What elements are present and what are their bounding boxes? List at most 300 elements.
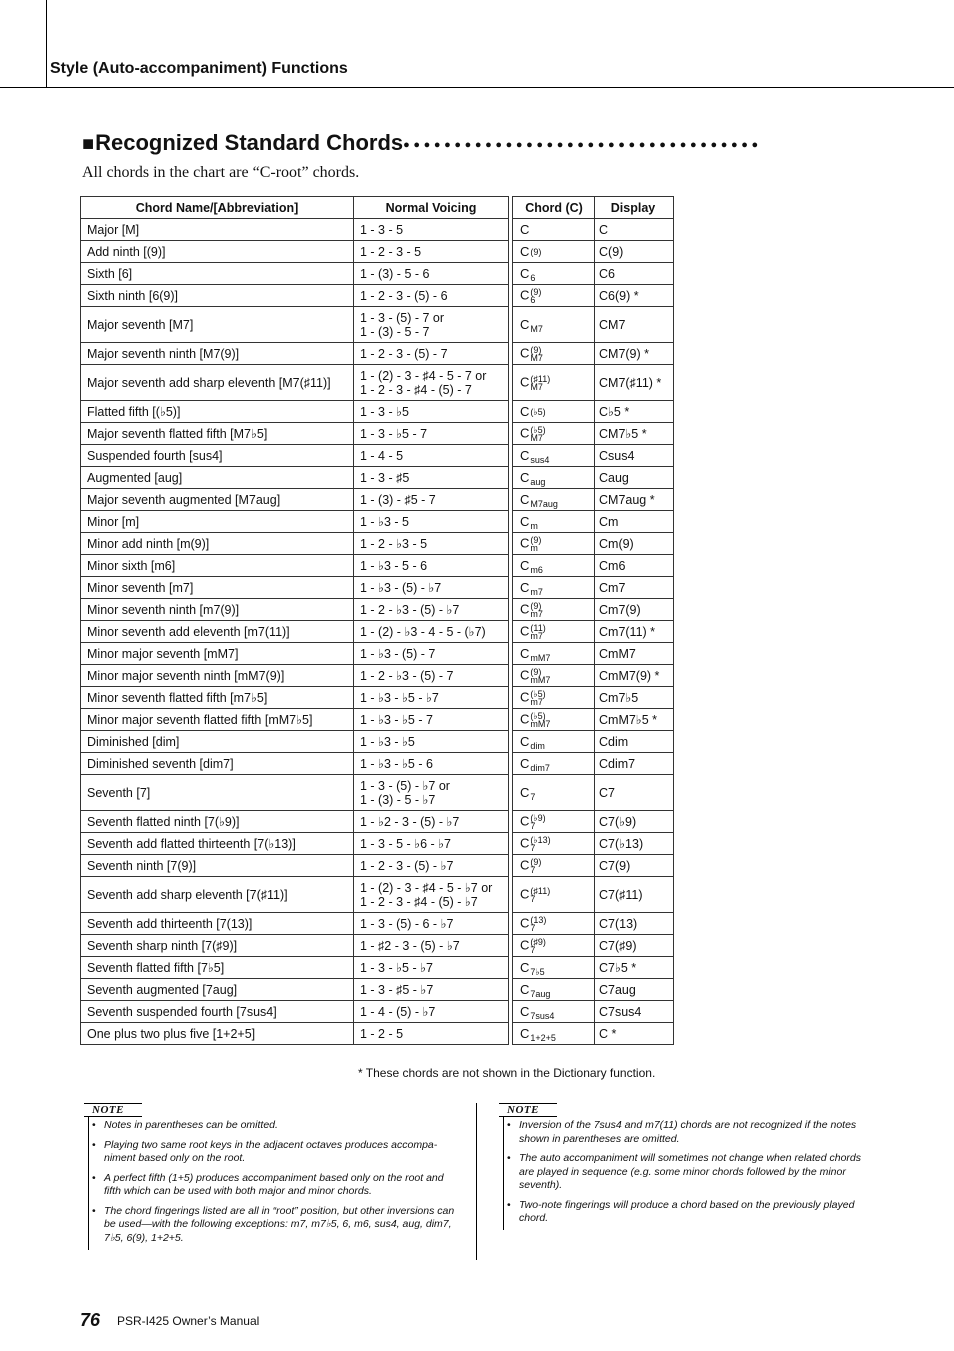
- chord-root: C: [520, 243, 530, 259]
- chord-root: C: [520, 755, 530, 771]
- display-cell: Cm7: [595, 577, 674, 599]
- chord-symbol-cell: [513, 753, 595, 775]
- chord-root: C: [520, 1003, 530, 1019]
- table-row: [81, 555, 509, 577]
- chord-subscript: 7: [530, 820, 536, 831]
- chord-subscript: m7: [530, 630, 543, 641]
- chord-symbol-cell: [513, 533, 595, 555]
- voicing-cell: 1 - 4 - (5) - ♭7: [354, 1001, 509, 1023]
- table-row: [513, 241, 674, 263]
- table-row: [513, 1001, 674, 1023]
- table-row: [81, 511, 509, 533]
- chord-name-cell: Seventh suspended fourth [7sus4]: [81, 1001, 354, 1023]
- chord-name-cell: Major seventh ninth [M7(9)]: [81, 343, 354, 365]
- chord-subscript: 7: [530, 893, 536, 904]
- chord-name-cell: Minor major seventh ninth [mM7(9)]: [81, 665, 354, 687]
- table-row: [81, 533, 509, 555]
- chord-name-cell: Minor major seventh flatted fifth [mM7♭5]: [81, 709, 354, 731]
- display-cell: CM7(♯11) *: [595, 365, 674, 401]
- voicing-cell: 1 - 3 - ♯5: [354, 467, 509, 489]
- display-cell: Cm7♭5: [595, 687, 674, 709]
- chord-symbol-cell: [513, 285, 595, 307]
- chord-subscript: 7aug: [530, 989, 551, 1000]
- voicing-cell: 1 - ♭2 - 3 - (5) - ♭7: [354, 811, 509, 833]
- chord-subscript: dim7: [530, 763, 550, 774]
- display-cell: CmM7♭5 *: [595, 709, 674, 731]
- voicing-cell: 1 - 3 - 5 - ♭6 - ♭7: [354, 833, 509, 855]
- table-row: [513, 687, 674, 709]
- voicing-cell: 1 - 3 - (5) - ♭7 or 1 - (3) - 5 - ♭7: [354, 775, 509, 811]
- voicing-cell: 1 - 2 - ♭3 - (5) - 7: [354, 665, 509, 687]
- title-text: Recognized Standard Chords: [95, 130, 404, 155]
- chord-symbol-cell: [513, 935, 595, 957]
- column-header-normal-voicing: Normal Voicing: [354, 197, 509, 219]
- table-row: [81, 957, 509, 979]
- chord-name-cell: Major seventh [M7]: [81, 307, 354, 343]
- chord-subscript: mM7: [530, 674, 551, 685]
- chord-root: C: [520, 373, 530, 389]
- chord-symbol-cell: [513, 401, 595, 423]
- title-square-icon: ■: [82, 133, 95, 155]
- display-cell: Cm7(11) *: [595, 621, 674, 643]
- chord-root: C: [520, 286, 530, 302]
- chord-root: C: [520, 600, 530, 616]
- chord-symbol-cell: [513, 241, 595, 263]
- table-row: [81, 913, 509, 935]
- chord-name-cell: Diminished seventh [dim7]: [81, 753, 354, 775]
- header-horizontal-rule: [0, 87, 954, 88]
- chord-symbol-cell: [513, 811, 595, 833]
- chord-subscript: mM7: [530, 718, 551, 729]
- chord-name-cell: Sixth [6]: [81, 263, 354, 285]
- chord-root: C: [520, 1025, 530, 1041]
- column-header-display: Display: [595, 197, 674, 219]
- note-item: • Playing two same root keys in the adjacent octaves produces accompa-niment based only on the root.: [90, 1139, 460, 1166]
- table-row: [81, 401, 509, 423]
- note-item: • Two-note fingerings will produce a chord based on the previously played chord.: [505, 1199, 873, 1226]
- display-cell: C7♭5 *: [595, 957, 674, 979]
- table-row: [513, 811, 674, 833]
- table-row: [513, 753, 674, 775]
- chord-root: C: [520, 666, 530, 682]
- display-cell: CM7aug *: [595, 489, 674, 511]
- table-row: [81, 687, 509, 709]
- note-item: • A perfect fifth (1+5) produces accompaniment based only on the root and fifth which can be used with both major and minor chords.: [90, 1172, 460, 1199]
- voicing-cell: 1 - 4 - 5: [354, 445, 509, 467]
- chord-root: C: [520, 733, 530, 749]
- chord-name-cell: Major [M]: [81, 219, 354, 241]
- chord-name-cell: Seventh add thirteenth [7(13)]: [81, 913, 354, 935]
- table-row: [513, 621, 674, 643]
- chord-name-cell: Seventh add flatted thirteenth [7(♭13)]: [81, 833, 354, 855]
- chord-superscript: (♭5): [530, 710, 546, 721]
- table-row: [513, 219, 674, 241]
- chord-name-cell: Seventh add sharp eleventh [7(♯11)]: [81, 877, 354, 913]
- table-row: [81, 665, 509, 687]
- voicing-cell: 1 - (3) - ♯5 - 7: [354, 489, 509, 511]
- voicing-cell: 1 - 3 - ♭5: [354, 401, 509, 423]
- table-row: [513, 877, 674, 913]
- note-right-list: [505, 1119, 873, 1226]
- table-row: [513, 263, 674, 285]
- chord-subscript: aug: [530, 477, 546, 488]
- manual-title: PSR-I425 Owner’s Manual: [117, 1314, 260, 1328]
- chord-root: C: [520, 221, 530, 237]
- page-title: [82, 130, 762, 156]
- display-cell: Cdim: [595, 731, 674, 753]
- chord-symbol-cell: [513, 1023, 595, 1045]
- chord-superscript: (9): [530, 600, 542, 611]
- chord-name-cell: Major seventh augmented [M7aug]: [81, 489, 354, 511]
- table-row: [513, 423, 674, 445]
- table-row: [81, 343, 509, 365]
- chord-root: C: [520, 784, 530, 800]
- table-row: [513, 665, 674, 687]
- chord-subscript: 1+2+5: [530, 1033, 556, 1044]
- display-cell: C♭5 *: [595, 401, 674, 423]
- chord-name-cell: Add ninth [(9)]: [81, 241, 354, 263]
- chord-symbol-cell: [513, 445, 595, 467]
- table-row: [81, 219, 509, 241]
- display-cell: C7(♯11): [595, 877, 674, 913]
- chord-symbol-cell: [513, 877, 595, 913]
- chord-symbol-cell: [513, 343, 595, 365]
- table-row: [81, 365, 509, 401]
- page-number: 76: [80, 1310, 101, 1330]
- chord-name-cell: Flatted fifth [(♭5)]: [81, 401, 354, 423]
- chord-subscript: 7: [530, 864, 536, 875]
- display-cell: C6(9) *: [595, 285, 674, 307]
- chord-name-cell: Minor seventh flatted fifth [m7♭5]: [81, 687, 354, 709]
- table-row: [81, 467, 509, 489]
- voicing-cell: 1 - ♭3 - ♭5: [354, 731, 509, 753]
- chord-symbol-cell: [513, 263, 595, 285]
- display-cell: C: [595, 219, 674, 241]
- table-row: [513, 555, 674, 577]
- chord-superscript: (13): [530, 914, 547, 925]
- table-row: [513, 913, 674, 935]
- header-vertical-rule: [46, 0, 47, 87]
- chord-root: C: [520, 403, 530, 419]
- display-cell: Cdim7: [595, 753, 674, 775]
- table-row: [513, 935, 674, 957]
- chord-subscript: mM7: [530, 653, 551, 664]
- chord-root: C: [520, 557, 530, 573]
- voicing-cell: 1 - 2 - 3 - (5) - 6: [354, 285, 509, 307]
- chord-subscript: M7: [530, 381, 543, 392]
- table-row: [513, 285, 674, 307]
- voicing-cell: 1 - 2 - ♭3 - (5) - ♭7: [354, 599, 509, 621]
- voicing-cell: 1 - 3 - (5) - 6 - ♭7: [354, 913, 509, 935]
- voicing-cell: 1 - 2 - 3 - (5) - 7: [354, 343, 509, 365]
- chord-root: C: [520, 834, 530, 850]
- table-row: [513, 643, 674, 665]
- chord-subscript: m7: [530, 587, 543, 598]
- chord-root: C: [520, 981, 530, 997]
- table-row: [513, 1023, 674, 1045]
- display-cell: C7(♯9): [595, 935, 674, 957]
- chord-root: C: [520, 316, 530, 332]
- table-row: [81, 935, 509, 957]
- chord-name-cell: Augmented [aug]: [81, 467, 354, 489]
- table-row: [81, 445, 509, 467]
- table-row: [513, 577, 674, 599]
- display-cell: Cm7(9): [595, 599, 674, 621]
- chord-superscript: (♭5): [530, 424, 546, 435]
- note-right-rule: [503, 1117, 504, 1230]
- chord-root: C: [520, 914, 530, 930]
- chord-root: C: [520, 579, 530, 595]
- table-row: [81, 263, 509, 285]
- chord-subscript: m: [530, 542, 538, 553]
- voicing-cell: 1 - 2 - 5: [354, 1023, 509, 1045]
- chord-symbol-cell: [513, 577, 595, 599]
- chord-subscript: sus4: [530, 455, 550, 466]
- voicing-cell: 1 - 3 - ♯5 - ♭7: [354, 979, 509, 1001]
- chord-symbol-cell: [513, 555, 595, 577]
- note-left-list: [90, 1119, 460, 1245]
- note-label-left: NOTE: [84, 1103, 142, 1117]
- display-cell: C7: [595, 775, 674, 811]
- chord-name-cell: Seventh flatted ninth [7(♭9)]: [81, 811, 354, 833]
- chord-root: C: [520, 447, 530, 463]
- chord-root: C: [520, 885, 530, 901]
- chord-display-rows: [513, 219, 674, 1045]
- table-row: [513, 343, 674, 365]
- table-row: [81, 877, 509, 913]
- display-cell: C(9): [595, 241, 674, 263]
- voicing-cell: 1 - ♯2 - 3 - (5) - ♭7: [354, 935, 509, 957]
- chord-subscript: 7: [530, 922, 536, 933]
- section-header: Style (Auto-accompaniment) Functions: [50, 60, 348, 77]
- chord-symbol-cell: [513, 599, 595, 621]
- chord-symbol-cell: [513, 833, 595, 855]
- table-row: [81, 285, 509, 307]
- chord-symbol-cell: [513, 621, 595, 643]
- display-cell: CmM7: [595, 643, 674, 665]
- chord-name-cell: Sixth ninth [6(9)]: [81, 285, 354, 307]
- table-row: [81, 423, 509, 445]
- voicing-cell: 1 - (2) - 3 - ♯4 - 5 - 7 or 1 - 2 - 3 - ♯4 - (5) - 7: [354, 365, 509, 401]
- chord-name-table: [80, 196, 509, 1045]
- chord-subscript: M7: [530, 324, 543, 335]
- note-divider: [476, 1103, 477, 1260]
- table-row: [81, 489, 509, 511]
- voicing-cell: 1 - 3 - 5: [354, 219, 509, 241]
- voicing-cell: 1 - 3 - ♭5 - ♭7: [354, 957, 509, 979]
- chord-superscript: (9): [530, 856, 542, 867]
- chord-superscript: (9): [530, 286, 542, 297]
- chord-symbol-cell: [513, 731, 595, 753]
- display-cell: CmM7(9) *: [595, 665, 674, 687]
- chord-symbol-cell: [513, 511, 595, 533]
- chord-subscript: dim: [530, 741, 545, 752]
- table-row: [81, 855, 509, 877]
- voicing-cell: 1 - 3 - (5) - 7 or 1 - (3) - 5 - 7: [354, 307, 509, 343]
- display-cell: Cm: [595, 511, 674, 533]
- chord-symbol-cell: [513, 665, 595, 687]
- chord-name-cell: Minor add ninth [m(9)]: [81, 533, 354, 555]
- display-cell: C7(13): [595, 913, 674, 935]
- table-row: [513, 833, 674, 855]
- column-header-chord-c: Chord (C): [513, 197, 595, 219]
- voicing-cell: 1 - ♭3 - (5) - ♭7: [354, 577, 509, 599]
- table-footnote: * These chords are not shown in the Dictionary function.: [358, 1066, 656, 1080]
- chord-name-cell: Suspended fourth [sus4]: [81, 445, 354, 467]
- chord-root: C: [520, 265, 530, 281]
- chord-symbol-cell: [513, 365, 595, 401]
- chord-symbol-cell: [513, 423, 595, 445]
- voicing-cell: 1 - ♭3 - 5: [354, 511, 509, 533]
- display-cell: CM7(9) *: [595, 343, 674, 365]
- display-cell: C7aug: [595, 979, 674, 1001]
- display-cell: C7sus4: [595, 1001, 674, 1023]
- table-row: [513, 957, 674, 979]
- display-cell: CM7♭5 *: [595, 423, 674, 445]
- chord-subscript: m6: [530, 565, 543, 576]
- column-header-chord-name: Chord Name/[Abbreviation]: [81, 197, 354, 219]
- chord-superscript: (♯9): [530, 936, 546, 947]
- chord-name-cell: Diminished [dim]: [81, 731, 354, 753]
- chord-name-cell: Minor seventh [m7]: [81, 577, 354, 599]
- chord-root: C: [520, 513, 530, 529]
- chord-subscript: 7: [530, 944, 536, 955]
- chord-name-cell: Minor major seventh [mM7]: [81, 643, 354, 665]
- voicing-cell: 1 - (3) - 5 - 6: [354, 263, 509, 285]
- chord-name-cell: Seventh [7]: [81, 775, 354, 811]
- table-row: [513, 511, 674, 533]
- voicing-cell: 1 - ♭3 - ♭5 - 6: [354, 753, 509, 775]
- chord-superscript: (♭5): [530, 407, 546, 418]
- table-row: [513, 855, 674, 877]
- chord-subscript: m7: [530, 696, 543, 707]
- chord-root: C: [520, 344, 530, 360]
- chord-symbol-cell: [513, 307, 595, 343]
- table-row: [81, 307, 509, 343]
- intro-text: All chords in the chart are “C-root” chords.: [82, 164, 360, 181]
- table-row: [81, 979, 509, 1001]
- table-row: [81, 643, 509, 665]
- chord-name-cell: Seventh ninth [7(9)]: [81, 855, 354, 877]
- table-row: [81, 731, 509, 753]
- display-cell: C7(♭9): [595, 811, 674, 833]
- title-dots: ●●●●●●●●●●●●●●●●●●●●●●●●●●●●●●●●●●●: [403, 139, 762, 151]
- table-row: [81, 1023, 509, 1045]
- chord-name-cell: Minor seventh ninth [m7(9)]: [81, 599, 354, 621]
- table-row: [513, 365, 674, 401]
- display-cell: Caug: [595, 467, 674, 489]
- table-row: [513, 709, 674, 731]
- chord-name-cell: Seventh flatted fifth [7♭5]: [81, 957, 354, 979]
- table-row: [81, 833, 509, 855]
- display-cell: C7(9): [595, 855, 674, 877]
- chord-subscript: 6: [530, 294, 536, 305]
- chord-name-cell: Minor [m]: [81, 511, 354, 533]
- chord-name-cell: Seventh augmented [7aug]: [81, 979, 354, 1001]
- chord-subscript: 7sus4: [530, 1011, 555, 1022]
- chord-superscript: (9): [530, 666, 542, 677]
- table-row: [513, 599, 674, 621]
- table-row: [81, 753, 509, 775]
- display-cell: Csus4: [595, 445, 674, 467]
- chord-superscript: (9): [530, 534, 542, 545]
- chord-display-table: [512, 196, 674, 1045]
- voicing-cell: 1 - ♭3 - ♭5 - ♭7: [354, 687, 509, 709]
- chord-subscript: m: [530, 521, 538, 532]
- table-row: [81, 577, 509, 599]
- chord-root: C: [520, 491, 530, 507]
- voicing-cell: 1 - (2) - 3 - ♯4 - 5 - ♭7 or 1 - 2 - 3 - ♯4 - (5) - ♭7: [354, 877, 509, 913]
- chord-root: C: [520, 959, 530, 975]
- chord-subscript: 7: [530, 792, 536, 803]
- chord-root: C: [520, 936, 530, 952]
- chord-symbol-cell: [513, 687, 595, 709]
- display-cell: C *: [595, 1023, 674, 1045]
- table-row: [81, 599, 509, 621]
- chord-superscript: (♯11): [530, 885, 551, 896]
- chord-name-rows: [81, 219, 509, 1045]
- note-right: [505, 1119, 873, 1232]
- chord-symbol-cell: [513, 913, 595, 935]
- note-item: • The auto accompaniment will sometimes not change when related chords are played in sequence (e.g. some minor chords followed by the minor seventh).: [505, 1152, 873, 1193]
- chord-root: C: [520, 534, 530, 550]
- table-row: [513, 307, 674, 343]
- chord-symbol-cell: [513, 775, 595, 811]
- chord-superscript: (11): [530, 622, 546, 633]
- chord-symbol-cell: [513, 643, 595, 665]
- chord-superscript: (♭9): [530, 812, 546, 823]
- voicing-cell: 1 - ♭3 - 5 - 6: [354, 555, 509, 577]
- chord-symbol-cell: [513, 467, 595, 489]
- chord-root: C: [520, 469, 530, 485]
- display-cell: C6: [595, 263, 674, 285]
- chord-superscript: (♭5): [530, 688, 546, 699]
- voicing-cell: 1 - ♭3 - ♭5 - 7: [354, 709, 509, 731]
- table-row: [513, 533, 674, 555]
- table-row: [81, 775, 509, 811]
- chord-root: C: [520, 856, 530, 872]
- table-row: [81, 709, 509, 731]
- table-row: [513, 401, 674, 423]
- chord-symbol-cell: [513, 219, 595, 241]
- chord-subscript: M7aug: [530, 499, 558, 510]
- voicing-cell: 1 - ♭3 - (5) - 7: [354, 643, 509, 665]
- display-cell: CM7: [595, 307, 674, 343]
- chord-name-cell: Minor sixth [m6]: [81, 555, 354, 577]
- table-row: [81, 811, 509, 833]
- chord-root: C: [520, 812, 530, 828]
- chord-root: C: [520, 424, 530, 440]
- chord-subscript: M7: [530, 352, 543, 363]
- chord-name-cell: Major seventh flatted fifth [M7♭5]: [81, 423, 354, 445]
- chord-superscript: (♯11): [530, 373, 551, 384]
- note-item: • The chord fingerings listed are all in “root” position, but other inversions can be used—with the following exceptions: m7, m7♭5, 6, m6, sus4, aug, dim7, 7♭5, 6(9), 1+2+5.: [90, 1205, 460, 1246]
- note-left-rule: [88, 1117, 89, 1250]
- voicing-cell: 1 - 2 - 3 - 5: [354, 241, 509, 263]
- table-row: [81, 621, 509, 643]
- chord-superscript: (♭13): [530, 834, 551, 845]
- note-left: [90, 1119, 460, 1251]
- chord-subscript: 6: [530, 273, 536, 284]
- chord-subscript: 7♭5: [530, 967, 545, 978]
- chord-subscript: M7: [530, 432, 543, 443]
- note-label-right: NOTE: [499, 1103, 557, 1117]
- chord-subscript: 7: [530, 842, 536, 853]
- chord-symbol-cell: [513, 489, 595, 511]
- chord-symbol-cell: [513, 957, 595, 979]
- chord-name-cell: Minor seventh add eleventh [m7(11)]: [81, 621, 354, 643]
- table-row: [513, 489, 674, 511]
